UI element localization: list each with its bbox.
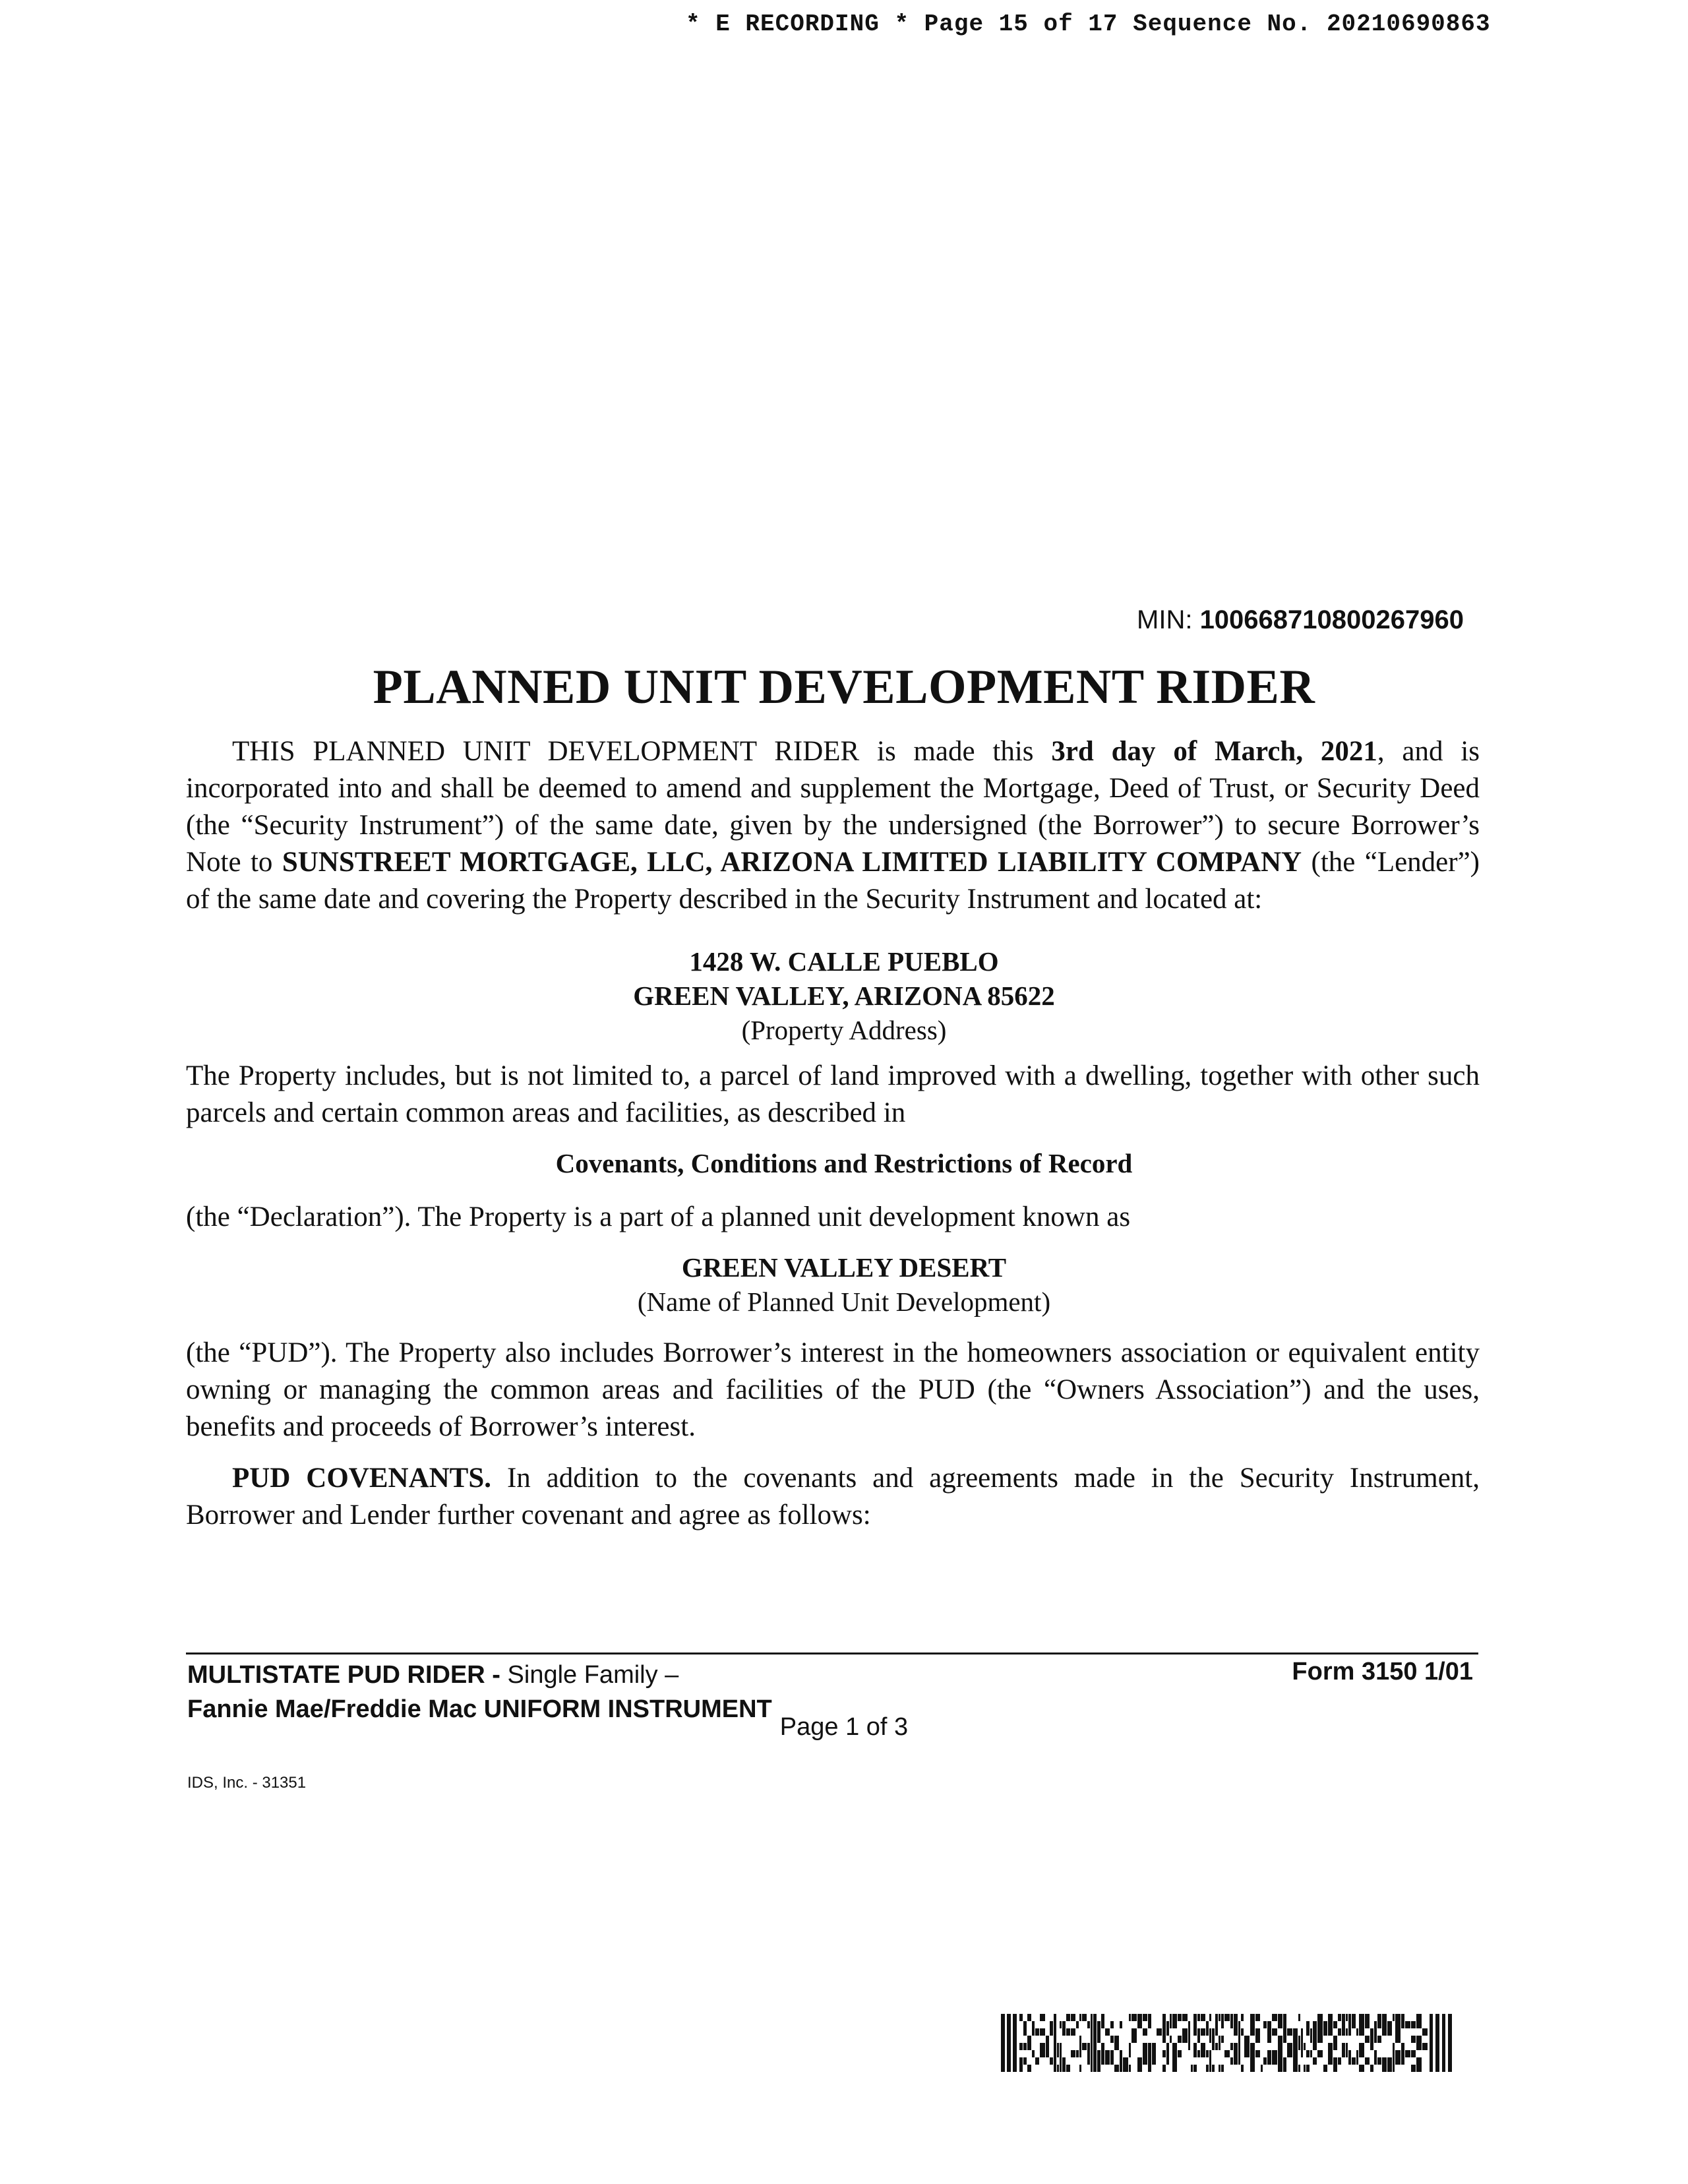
barcode-image bbox=[1001, 2014, 1468, 2072]
footer-ids-code: IDS, Inc. - 31351 bbox=[187, 1774, 307, 1792]
property-address-caption: (Property Address) bbox=[741, 1015, 947, 1045]
rider-date: 3rd day of March, 2021 bbox=[1051, 736, 1377, 767]
pud-covenants-paragraph bbox=[186, 1460, 1480, 1534]
declaration-title: Covenants, Conditions and Restrictions of Record bbox=[555, 1148, 1133, 1178]
lender-name: SUNSTREET MORTGAGE, LLC, ARIZONA LIMITED LIABILITY COMPANY bbox=[282, 847, 1302, 878]
min-number: 100668710800267960 bbox=[1199, 605, 1464, 634]
pud-paragraph: (the “PUD”). The Property also includes Borrower’s interest in the homeowners association or equivalent entity owning or managing the common areas and facilities of the PUD (the “Owners Association”) and the uses, benefits and proceeds of Borrower’s interest. bbox=[186, 1337, 1480, 1442]
pud-caption: (Name of Planned Unit Development) bbox=[637, 1287, 1051, 1317]
footer-divider bbox=[186, 1653, 1478, 1654]
property-address-line1: 1428 W. CALLE PUEBLO bbox=[689, 946, 999, 977]
footer-page-number: Page 1 of 3 bbox=[779, 1713, 909, 1741]
footer-form-number: Form 3150 1/01 bbox=[1292, 1658, 1473, 1685]
pud-name: GREEN VALLEY DESERT bbox=[681, 1252, 1007, 1283]
footer-rider-name: MULTISTATE PUD RIDER - bbox=[187, 1661, 508, 1689]
min-number-line bbox=[1137, 605, 1464, 635]
footer-line-2: Fannie Mae/Freddie Mac UNIFORM INSTRUMENT bbox=[187, 1695, 772, 1723]
declaration-paragraph: (the “Declaration”). The Property is a part of a planned unit development known as bbox=[186, 1201, 1131, 1232]
min-label: MIN: bbox=[1137, 605, 1200, 634]
footer-rider-type: Single Family – bbox=[507, 1661, 679, 1689]
pud-covenants-text: In addition to the covenants and agreements made in the Security Instrument, Borrower and Lender further covenant and agree as follows: bbox=[186, 1463, 1480, 1531]
document-title: PLANNED UNIT DEVELOPMENT RIDER bbox=[373, 660, 1315, 714]
recording-stamp: * E RECORDING * Page 15 of 17 Sequence No. 20210690863 bbox=[686, 11, 1491, 38]
footer-line-1 bbox=[187, 1658, 772, 1692]
property-address-line2: GREEN VALLEY, ARIZONA 85622 bbox=[633, 981, 1055, 1011]
intro-text-3: (the “Lender”) of the same date and covering the Property described in the Security Instrument and located at: bbox=[186, 847, 1480, 915]
intro-paragraph bbox=[186, 733, 1480, 918]
intro-text-1: THIS PLANNED UNIT DEVELOPMENT RIDER is made this bbox=[232, 736, 1052, 767]
property-paragraph: The Property includes, but is not limited to, a parcel of land improved with a dwelling, together with other such parcels and certain common areas and facilities, as described in bbox=[186, 1060, 1480, 1128]
intro-text-2: , and is incorporated into and shall be deemed to amend and supplement the Mortgage, Deed of Trust, or Security Deed (the “Security Instrument”) of the same date, given by the undersigned (the Borrower”) to secure Borrower’s Note to bbox=[186, 736, 1480, 878]
pud-covenants-heading: PUD COVENANTS. bbox=[232, 1463, 492, 1494]
